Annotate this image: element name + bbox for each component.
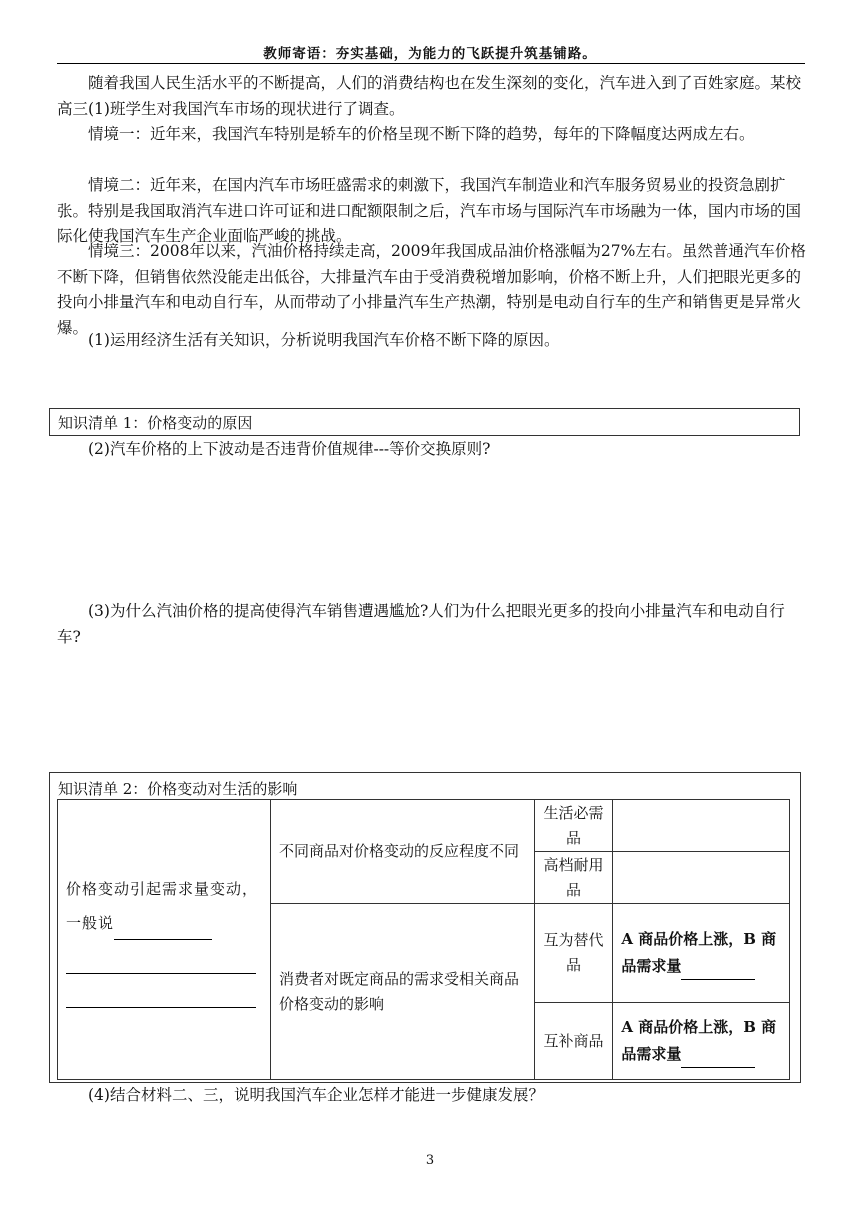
complements-effect (613, 1003, 790, 1080)
question-1: (1)运用经济生活有关知识，分析说明我国汽车价格不断下降的原因。 (88, 331, 560, 349)
related-goods-cell: 消费者对既定商品的需求受相关商品价格变动的影响 (270, 904, 534, 1080)
question-4: (4)结合材料二、三，说明我国汽车企业怎样才能进一步健康发展？ (88, 1086, 544, 1104)
page-number: 3 (425, 1153, 435, 1168)
answer-blank-2[interactable] (66, 973, 256, 974)
answer-blank-3[interactable] (66, 1007, 256, 1008)
demand-change-cell (58, 800, 271, 1080)
complements-blank[interactable] (681, 1067, 755, 1068)
necessities-answer[interactable] (613, 800, 790, 852)
demand-change-text: 价格变动引起需求量变动，一般说 (66, 879, 259, 932)
complements-effect-text: A 商品价格上涨，B 商品需求量 (621, 1018, 777, 1063)
question-3: (3)为什么汽油价格的提高使得汽车销售遭遇尴尬?人们为什么把眼光更多的投向小排量汽车和电动自行车? (57, 602, 785, 646)
durables-label: 高档耐用品 (534, 852, 613, 904)
header-rule (57, 63, 805, 64)
question-2: (2)汽车价格的上下波动是否违背价值规律---等价交换原则? (88, 440, 491, 458)
answer-blank-1[interactable] (114, 939, 212, 940)
situation-3: 情境三：2008年以来，汽油价格持续走高，2009年我国成品油价格涨幅为27%左右。虽然普通汽车价格不断下降，但销售依然没能走出低谷，大排量汽车由于受消费税增加影响，价格不断上升，人们把眼光更多的投向小排量汽车和电动自行车，从而带动了小排量汽车生产热潮，特别是电动自行车的生产和销售更是异常火爆。 (57, 242, 806, 337)
durables-answer[interactable] (613, 852, 790, 904)
substitutes-blank[interactable] (681, 979, 755, 980)
knowledge-list-2-title: 知识清单 2：价格变动对生活的影响 (58, 780, 298, 798)
complements-label: 互补商品 (534, 1003, 613, 1080)
substitutes-label: 互为替代品 (534, 904, 613, 1003)
intro-paragraph: 随着我国人民生活水平的不断提高，人们的消费结构也在发生深刻的变化，汽车进入到了百姓家庭。某校高三(1)班学生对我国汽车市场的现状进行了调查。 (57, 74, 802, 118)
substitutes-effect (613, 904, 790, 1003)
knowledge-list-1 (49, 408, 800, 436)
necessities-label: 生活必需品 (534, 800, 613, 852)
price-effect-table (57, 799, 790, 1080)
page-header: 教师寄语：夯实基础，为能力的飞跃提升筑基铺路。 (263, 46, 597, 62)
substitutes-effect-text: A 商品价格上涨，B 商品需求量 (621, 930, 777, 975)
reaction-degree-cell: 不同商品对价格变动的反应程度不同 (270, 800, 534, 904)
situation-1: 情境一：近年来，我国汽车特别是轿车的价格呈现不断下降的趋势，每年的下降幅度达两成左右。 (88, 125, 755, 143)
situation-2: 情境二：近年来，在国内汽车市场旺盛需求的刺激下，我国汽车制造业和汽车服务贸易业的投资急剧扩张。特别是我国取消汽车进口许可证和进口配额限制之后，汽车市场与国际汽车市场融为一体，国内市场的国际化使我国汽车生产企业面临严峻的挑战。 (57, 176, 802, 245)
knowledge-list-1-title: 知识清单 1：价格变动的原因 (58, 414, 253, 432)
